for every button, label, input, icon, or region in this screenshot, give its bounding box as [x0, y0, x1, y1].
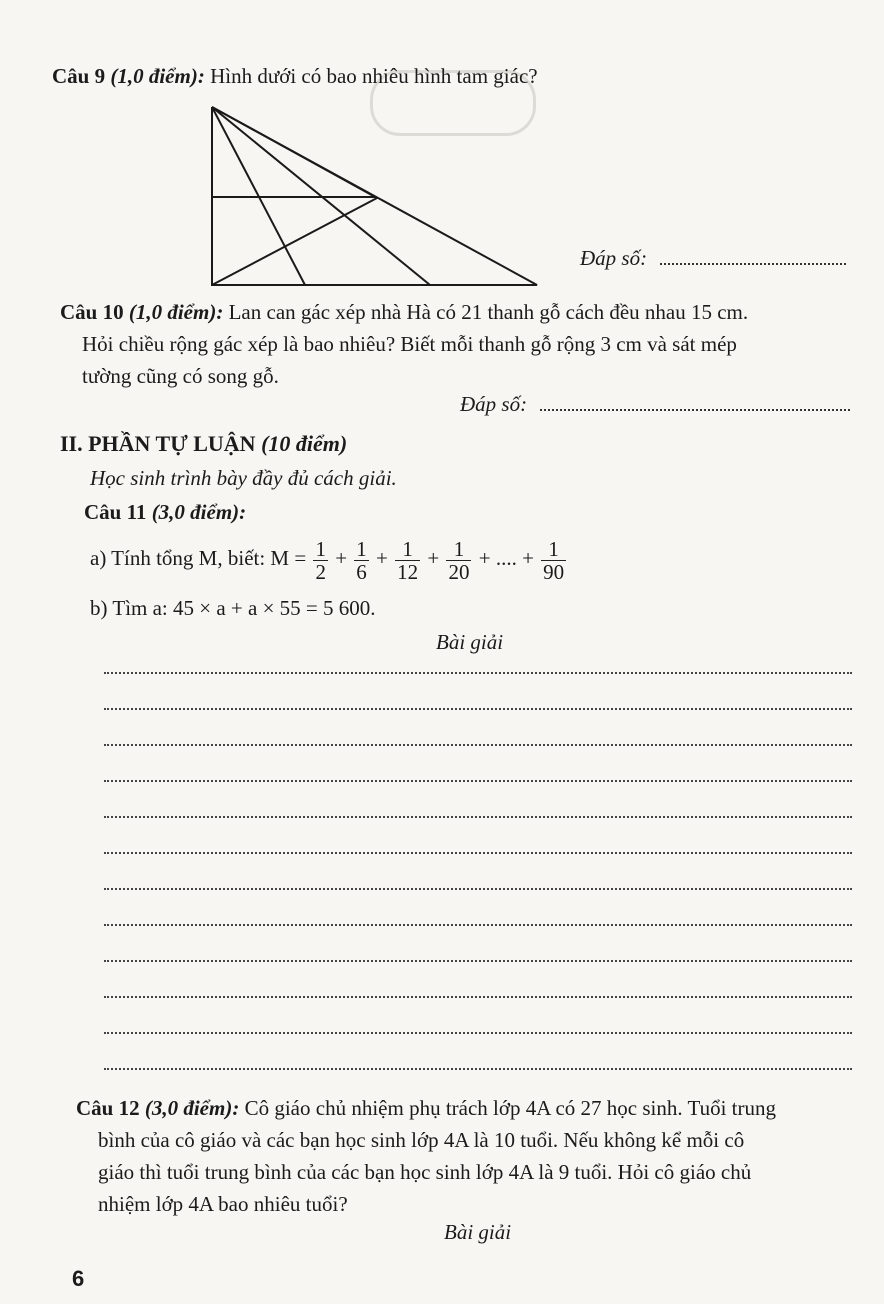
- section-2-instruction: Học sinh trình bày đầy đủ cách giải.: [90, 466, 397, 490]
- question-12: [76, 1092, 866, 1220]
- answer-line[interactable]: [104, 996, 852, 998]
- question-12-line: giáo thì tuổi trung bình của các bạn học sinh lớp 4A là 9 tuổi. Hỏi cô giáo chủ: [98, 1160, 752, 1184]
- plus-sign: +: [376, 546, 388, 570]
- page-number: 6: [72, 1266, 85, 1291]
- question-11: [84, 496, 246, 528]
- answer-line[interactable]: [104, 708, 852, 710]
- section-2-points: (10 điểm): [261, 431, 348, 456]
- answer-line[interactable]: [104, 852, 852, 854]
- question-12-line: nhiệm lớp 4A bao nhiêu tuổi?: [98, 1192, 348, 1216]
- question-9-label: Câu 9: [52, 64, 106, 88]
- answer-line[interactable]: [104, 1068, 852, 1070]
- answer-line[interactable]: [104, 924, 852, 926]
- fraction: $\frac{1}{12}$: [397, 536, 419, 584]
- answer-blank[interactable]: [660, 262, 846, 265]
- question-11-part-b: b) Tìm a: 45 × a + a × 55 = 5 600.: [90, 596, 376, 620]
- question-10-line: Lan can gác xép nhà Hà có 21 thanh gỗ cách đều nhau 15 cm.: [228, 300, 749, 324]
- answer-label: Đáp số:: [460, 392, 528, 416]
- plus-sign: +: [427, 546, 440, 570]
- part-a-prefix: a) Tính tổng M, biết: M =: [90, 546, 307, 570]
- answer-line[interactable]: [104, 1032, 852, 1034]
- fraction: $\frac{1}{20}$: [448, 536, 470, 584]
- answer-line[interactable]: [104, 780, 852, 782]
- answer-line[interactable]: [104, 672, 852, 674]
- question-12-line: bình của cô giáo và các bạn học sinh lớp 4A là 10 tuổi. Nếu không kể mỗi cô: [98, 1128, 745, 1152]
- question-9-answer: [580, 246, 846, 271]
- question-9-text: Hình dưới có bao nhiêu hình tam giác?: [210, 64, 538, 88]
- triangle-figure: [205, 105, 545, 290]
- question-10: [60, 296, 860, 392]
- solution-label: Bài giải: [444, 1220, 512, 1244]
- question-12-points: (3,0 điểm):: [144, 1096, 240, 1120]
- question-12-label: Câu 12: [76, 1096, 140, 1120]
- question-9: [52, 60, 852, 92]
- plus-sign: +: [335, 546, 348, 570]
- question-10-answer: [460, 392, 850, 417]
- question-10-label: Câu 10: [60, 300, 124, 324]
- question-12-line: Cô giáo chủ nhiệm phụ trách lớp 4A có 27 học sinh. Tuổi trung: [244, 1096, 777, 1120]
- question-10-line: tường cũng có song gỗ.: [82, 364, 279, 388]
- fraction: $\frac{1}{2}$: [315, 536, 326, 584]
- section-2-title-text: II. PHẦN TỰ LUẬN: [60, 431, 256, 456]
- answer-line[interactable]: [104, 960, 852, 962]
- fraction: $\frac{1}{6}$: [356, 536, 367, 584]
- question-11-points: (3,0 điểm):: [151, 500, 247, 524]
- triangle-line: [212, 198, 377, 285]
- answer-line[interactable]: [104, 816, 852, 818]
- answer-label: Đáp số:: [580, 246, 648, 270]
- answer-line[interactable]: [104, 744, 852, 746]
- question-11-label: Câu 11: [84, 500, 147, 524]
- question-11-part-a: [90, 530, 568, 586]
- question-9-points: (1,0 điểm):: [110, 64, 205, 88]
- answer-blank[interactable]: [540, 408, 850, 411]
- solution-label: Bài giải: [436, 630, 504, 654]
- question-10-points: (1,0 điểm):: [128, 300, 224, 324]
- ellipsis: + .... +: [478, 546, 534, 570]
- question-10-line: Hỏi chiều rộng gác xép là bao nhiêu? Biết mỗi thanh gỗ rộng 3 cm và sát mép: [82, 332, 737, 356]
- fraction: $\frac{1}{90}$: [543, 536, 565, 584]
- answer-line[interactable]: [104, 888, 852, 890]
- section-2-title: [60, 428, 347, 460]
